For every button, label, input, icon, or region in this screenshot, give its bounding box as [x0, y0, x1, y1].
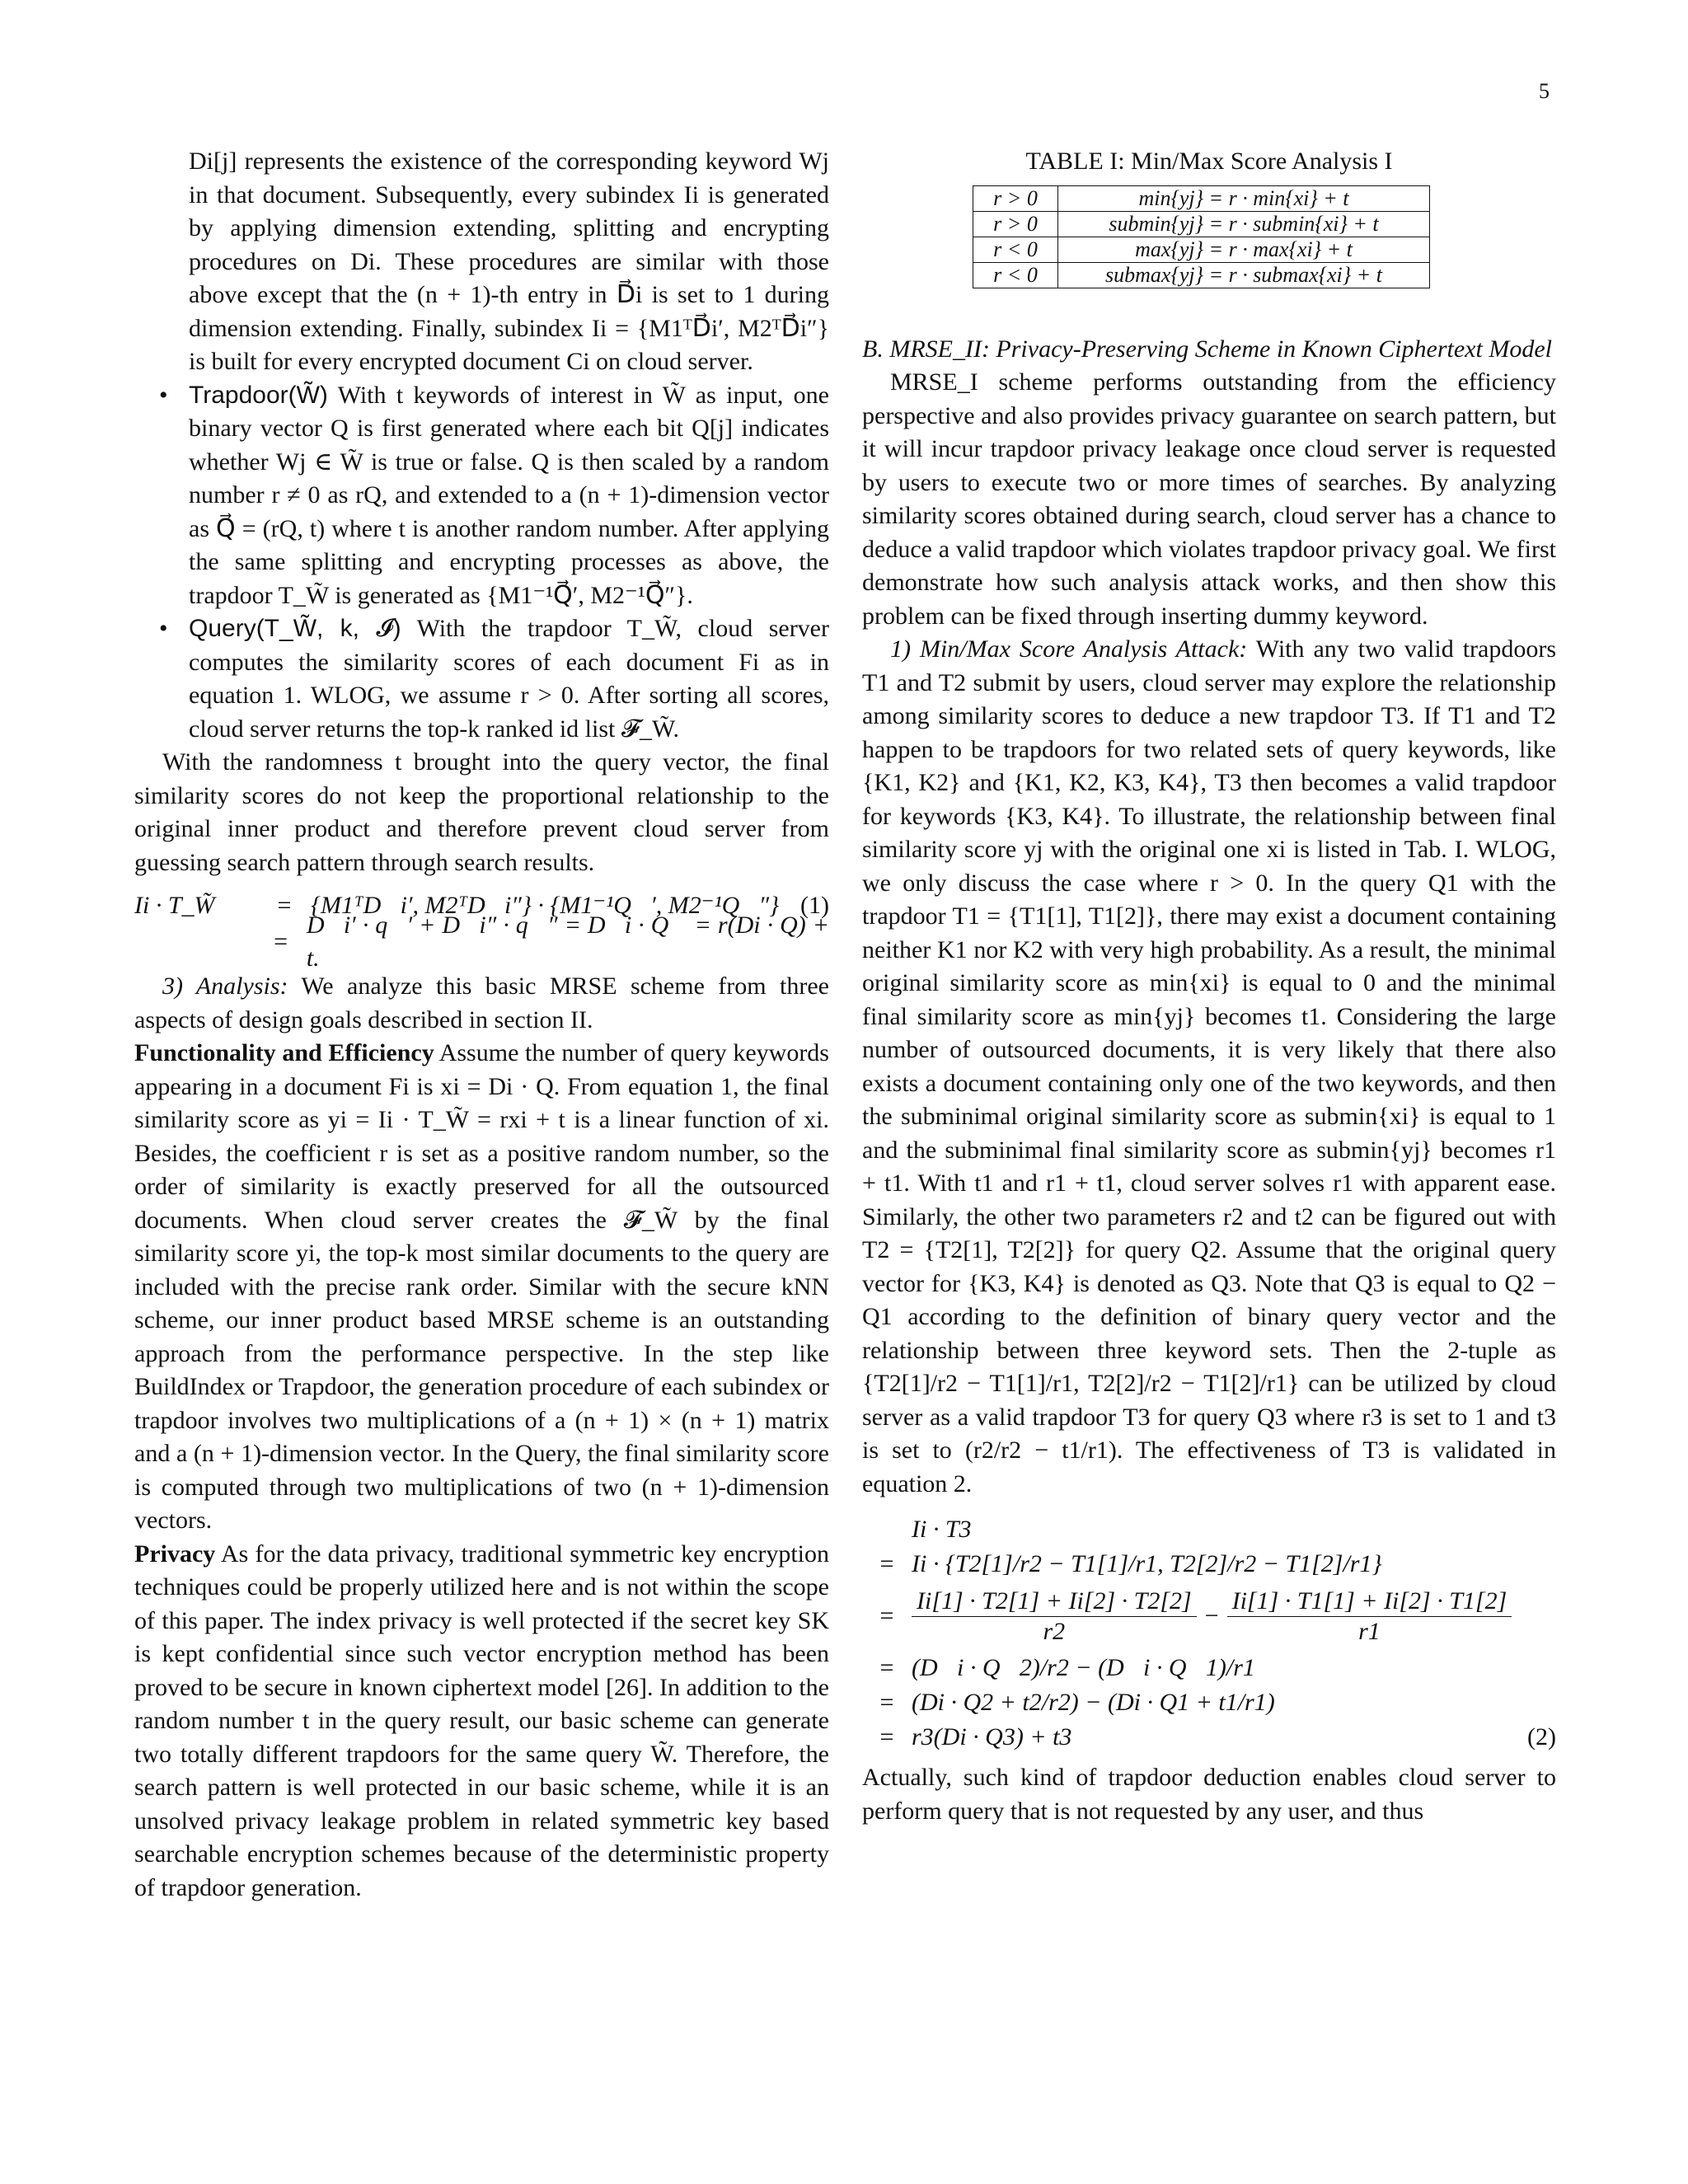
attack-text: With any two valid trapdoors T1 and T2 submit by users, cloud server may explore the relationship among similarity scores to deduce a new trapdoor T3. If T1 and T2 happen to be trapdoors for two related sets of query keywords, like {K1, K2} and {K1, K2, K3, K4}, T3 then becomes a valid trapdoor for keywords {K3, K4}. To illustrate, the relationship between final similarity score yj with the original one xi is listed in Tab. I. WLOG, we only discuss the case where r > 0. In the query Q1 with the trapdoor T1 = {T1[1], T1[2]}, there may exist a document containing neither K1 nor K2 with very high probability. As a result, the minimal original similarity score as min{xi} is equal to 0 and the minimal final similarity score as min{yj} becomes t1. Considering the large number of outsourced documents, it is very likely that there also exists a document containing only one of the two keywords, and then the subminimal original similarity score as submin{xi} is equal to 1 and the subminimal final similarity score as submin{yj} becomes r1 + t1. With t1 and r1 + t1, cloud server solves r1 with apparent ease. Similarly, the other two parameters r2 and t2 can be figured out with T2 = {T2[1], T2[2]} for query Q2. Assume that the original query vector for {K3, K4} is denoted as Q3. Note that Q3 is equal to Q2 − Q1 according to the definition of binary query vector and the relationship between three keyword sets. Then the 2-tuple as {T2[1]/r2 − T1[1]/r1, T2[2]/r2 − T1[2]/r1} can be utilized by cloud server as a valid trapdoor T3 for query Q3 where r3 is set to 1 and t3 is set to (r2/r2 − t1/r1). The effectiveness of T3 is validated in equation 2.	[862, 635, 1557, 1497]
functionality-heading: Functionality and Efficiency	[134, 1039, 434, 1066]
analysis-heading: 3) Analysis:	[162, 972, 288, 1000]
eq2-minus: −	[1204, 1601, 1219, 1629]
intro-paragraph: Di[j] represents the existence of the corresponding keyword Wj in that document. Subsequently, every subindex Ii is generated by applying dimension extending, splitting and encrypting procedures on Di. These procedures are similar with those above except that the (n + 1)-th entry in D⃗i is set to 1 during dimension extending. Finally, subindex Ii = {M1ᵀD⃗i′, M2ᵀD⃗i″} is built for every encrypted document Ci on cloud server.	[189, 148, 829, 375]
privacy-paragraph	[134, 1538, 829, 1905]
functionality-text: Assume the number of query keywords appearing in a document Fi is xi = Di · Q. From equation 1, the final similarity score as yi = Ii · T_W̃ = rxi + t is a linear function of xi. Besides, the coefficient r is set as a positive random number, so the order of similarity is exactly preserved for all the outsourced documents. When cloud server creates the 𝓕_W̃ by the final similarity score yi, the top-k most similar documents to the query are included with the precise rank order. Similar with the secure kNN scheme, our inner product based MRSE scheme is an outstanding approach from the performance perspective. In the step like BuildIndex or Trapdoor, the generation procedure of each subindex or trapdoor involves two multiplications of a (n + 1) × (n + 1) matrix and a (n + 1)-dimension vector. In the Query, the final similarity score is computed through two multiplications of two (n + 1)-dimension vectors.	[134, 1039, 829, 1534]
table-row	[973, 185, 1430, 211]
analysis-paragraph	[134, 970, 829, 1037]
eq2-equals-1: =	[879, 1549, 894, 1577]
eq1-number: (1)	[800, 892, 829, 919]
table-cell-condition: r > 0	[973, 211, 1058, 237]
eq2-line-4: (Di · Q2 + t2/r2) − (Di · Q1 + t1/r1)	[912, 1688, 1275, 1716]
eq1-equals: =	[277, 891, 292, 919]
eq2-frac1-numerator: Ii[1] · T2[1] + Ii[2] · T2[2]	[912, 1586, 1197, 1617]
eq2-line-5: r3(Di · Q3) + t3	[912, 1722, 1072, 1750]
query-algorithm-name: Query(T_W̃, k, 𝓘)	[189, 615, 401, 642]
attack-heading: 1) Min/Max Score Analysis Attack:	[890, 635, 1248, 663]
analysis-text: We analyze this basic MRSE scheme from three aspects of design goals described in section II.	[134, 972, 829, 1033]
functionality-paragraph	[134, 1037, 829, 1538]
trapdoor-algorithm-name: Trapdoor(W̃)	[189, 381, 328, 409]
table-cell-formula: min{yj} = r · min{xi} + t	[1058, 185, 1430, 211]
table-cell-condition: r > 0	[973, 185, 1058, 211]
eq2-frac1-denominator: r2	[1043, 1617, 1066, 1645]
table-cell-formula: submin{yj} = r · submin{xi} + t	[1058, 211, 1430, 237]
table-row	[973, 211, 1430, 237]
eq2-number: (2)	[1527, 1722, 1556, 1750]
eq2-fraction-1	[912, 1586, 1197, 1647]
min-max-score-table	[973, 185, 1430, 288]
eq1-line-2: D⃗i′ · q⃗′ + D⃗i″ · q⃗″ = D⃗i · Q⃗ = r(Di · Q) + t.	[306, 911, 830, 972]
left-column	[134, 145, 829, 1905]
table-caption: TABLE I: Min/Max Score Analysis I	[1025, 148, 1393, 175]
eq1-equals-2: =	[274, 927, 288, 955]
privacy-heading: Privacy	[134, 1540, 216, 1568]
randomness-paragraph: With the randomness t brought into the query vector, the final similarity scores do not keep the proportional relationship to the original inner product and therefore prevent cloud server from guessing search pattern through search results.	[134, 748, 829, 876]
eq2-line-3: (D⃗i · Q⃗2)/r2 − (D⃗i · Q⃗1)/r1	[912, 1653, 1255, 1681]
table-row	[973, 262, 1430, 288]
eq2-equals-3: =	[879, 1653, 894, 1681]
eq2-fraction-2	[1227, 1586, 1512, 1647]
closing-paragraph: Actually, such kind of trapdoor deduction enables cloud server to perform query that is not requested by any user, and thus	[862, 1764, 1556, 1825]
mrse-paragraph: MRSE_I scheme performs outstanding from the efficiency perspective and also provides privacy guarantee on search pattern, but it will incur trapdoor privacy leakage once cloud server is requested by users to execute two or more times of searches. By analyzing similarity scores obtained during search, cloud server has a chance to deduce a valid trapdoor which violates trapdoor privacy goal. We first demonstrate how such analysis attack works, and then show this problem can be fixed through inserting dummy keyword.	[862, 368, 1556, 630]
query-description: With the trapdoor T_W̃, cloud server computes the similarity scores of each document Fi as in equation 1. WLOG, we assume r > 0. After sorting all scores, cloud server returns the top-k ranked id list 𝓕_W̃.	[189, 615, 829, 743]
eq2-equals-5: =	[879, 1722, 894, 1750]
eq2-frac2-denominator: r1	[1358, 1617, 1381, 1645]
table-cell-condition: r < 0	[973, 237, 1058, 262]
table-row	[973, 237, 1430, 262]
trapdoor-description: With t keywords of interest in W̃ as input, one binary vector Q is first generated where each bit Q[j] indicates whether Wj ∈ W̃ is true or false. Q is then scaled by a random number r ≠ 0 as rQ, and extended to a (n + 1)-dimension vector as Q⃗ = (rQ, t) where t is another random number. After applying the same splitting and encrypting processes as above, the trapdoor T_W̃ is generated as {M1⁻¹Q⃗′, M2⁻¹Q⃗″}.	[189, 381, 829, 609]
eq2-first-line: Ii · T3	[912, 1515, 972, 1543]
privacy-text: As for the data privacy, traditional symmetric key encryption techniques could be properly utilized here and is not within the scope of this paper. The index privacy is well protected if the secret key SK is kept confidential since such vector encryption method has been proved to be secure in known ciphertext model [26]. In addition to the random number t in the query result, our basic scheme can generate two totally different trapdoors for the same query W̃. Therefore, the search pattern is well protected in our basic scheme, while it is an unsolved privacy leakage problem in related symmetric key based searchable encryption schemes because of the deterministic property of trapdoor generation.	[134, 1540, 829, 1901]
attack-paragraph	[862, 633, 1556, 1501]
equation-2	[862, 1512, 1556, 1755]
table-cell-formula: max{yj} = r · max{xi} + t	[1058, 237, 1430, 262]
page-number: 5	[1539, 79, 1550, 103]
section-title: B. MRSE_II: Privacy-Preserving Scheme in Known Ciphertext Model	[862, 335, 1552, 363]
table-cell-formula: submax{yj} = r · submax{xi} + t	[1058, 262, 1430, 288]
bullet-trapdoor	[189, 379, 829, 613]
eq2-frac2-numerator: Ii[1] · T1[1] + Ii[2] · T1[2]	[1227, 1586, 1512, 1617]
table-cell-condition: r < 0	[973, 262, 1058, 288]
bullet-query	[189, 612, 829, 746]
algorithm-list	[134, 379, 829, 747]
eq1-line-1: {M1ᵀD⃗i′, M2ᵀD⃗i″} · {M1⁻¹Q⃗′, M2⁻¹Q⃗″}	[311, 891, 780, 919]
eq1-lhs: Ii · T_W̃	[134, 891, 215, 919]
right-column	[862, 145, 1556, 1828]
eq2-equals-4: =	[879, 1688, 894, 1716]
eq2-line-1: Ii · {T2[1]/r2 − T1[1]/r1, T2[2]/r2 − T1[2]/r1}	[912, 1549, 1382, 1577]
eq2-equals-2: =	[879, 1601, 894, 1629]
equation-1	[134, 888, 830, 972]
